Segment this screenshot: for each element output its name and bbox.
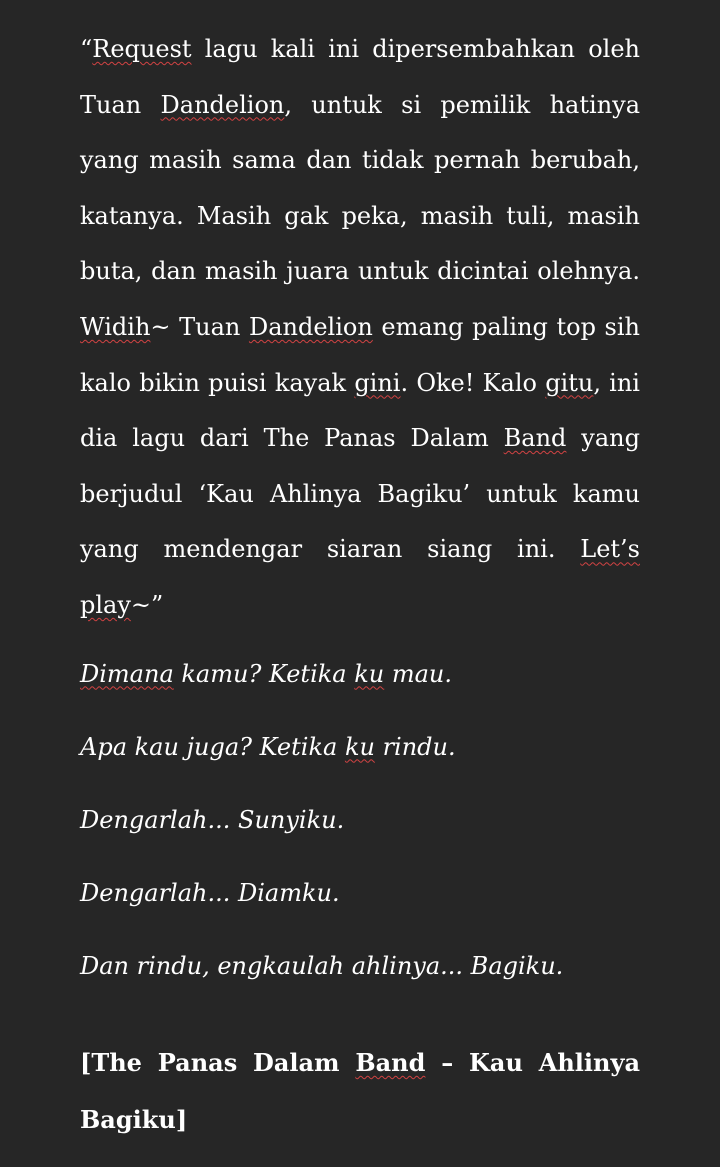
misspelled-word[interactable]: Let’s play <box>80 535 640 619</box>
lyric-line: Dimana kamu? Ketika ku mau. <box>80 659 453 688</box>
document-page <box>80 22 640 1021</box>
story-paragraph <box>80 22 640 634</box>
misspelled-word[interactable]: ku <box>354 659 385 688</box>
lyric-line: Dengarlah... Sunyiku. <box>80 805 345 834</box>
lyric-line: Dengarlah... Diamku. <box>80 878 340 907</box>
lyric-line: Dan rindu, engkaulah ahlinya... Bagiku. <box>80 951 564 980</box>
lyric-line: Apa kau juga? Ketika ku rindu. <box>80 732 456 761</box>
paragraph-text: , untuk si pemilik hatinya yang masih sama dan tidak pernah berubah, katanya. Masih gak peka, masih tuli, masih buta, dan masih juara untuk dicintai olehnya. <box>80 90 641 286</box>
misspelled-word[interactable]: gini <box>354 368 401 397</box>
misspelled-word[interactable]: Request <box>92 35 192 63</box>
misspelled-word[interactable]: ku <box>344 732 375 761</box>
misspelled-word[interactable]: Dandelion <box>160 90 285 119</box>
paragraph-text: emang paling top sih kalo bikin puisi kayak <box>80 312 640 397</box>
paragraph-text: lagu kali ini dipersembahkan oleh Tuan <box>80 35 640 119</box>
paragraph-text: ~” <box>130 590 164 619</box>
open-quote: “ <box>80 35 93 63</box>
paragraph-text: , ini dia lagu dari The Panas Dalam <box>80 368 640 453</box>
misspelled-word[interactable]: Dimana <box>80 659 174 688</box>
misspelled-word[interactable]: Band <box>503 424 567 453</box>
misspelled-word[interactable]: gitu <box>545 368 594 397</box>
paragraph-text: . Oke! Kalo <box>400 368 546 397</box>
misspelled-word[interactable]: Widih <box>80 312 151 341</box>
lyrics-block <box>80 656 640 984</box>
misspelled-word[interactable]: Dandelion <box>248 312 373 341</box>
paragraph-text: ~ Tuan <box>150 312 249 341</box>
paragraph-text: yang berjudul ‘Kau Ahlinya Bagiku’ untuk kamu yang mendengar siaran siang ini. <box>80 424 640 564</box>
misspelled-word[interactable]: Band <box>355 1048 426 1077</box>
song-title: [The Panas Dalam Band – Kau Ahlinya Bagiku] <box>80 1048 640 1134</box>
